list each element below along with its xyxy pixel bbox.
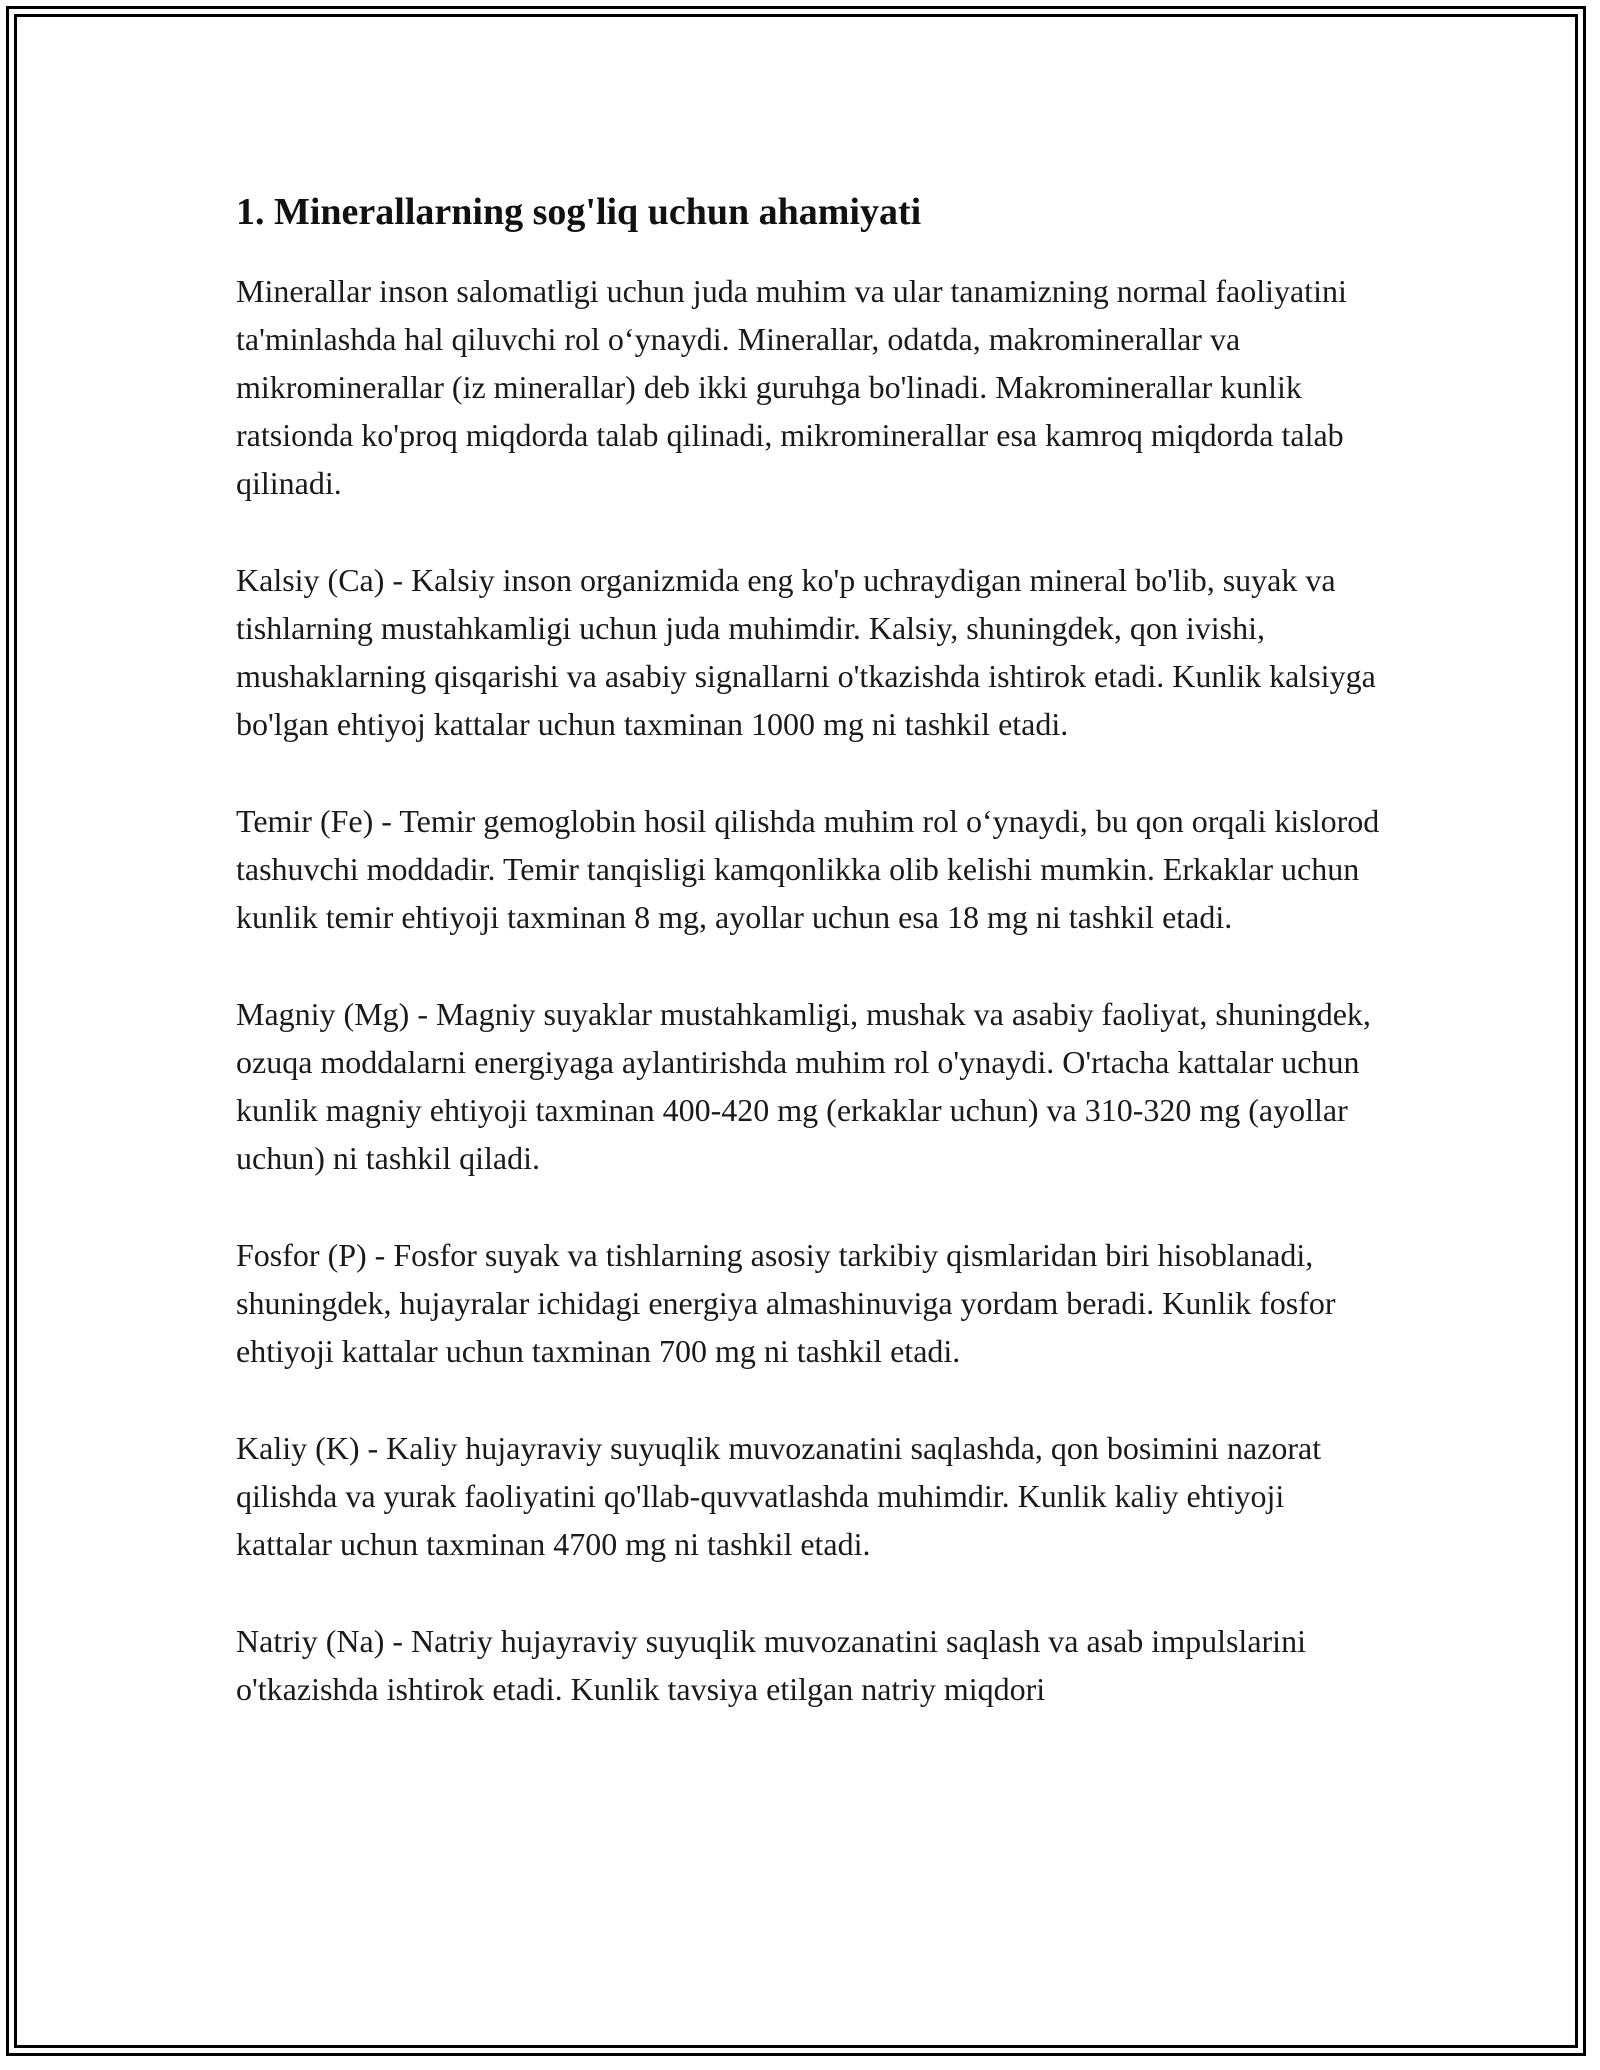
section-heading: 1. Minerallarning sog'liq uchun ahamiyati	[236, 191, 922, 233]
paragraph-intro: Minerallar inson salomatligi uchun juda muhim va ular tanamizning normal faoliyatini ta'minlashda hal qiluvchi rol o‘ynaydi. Minerallar, odatda, makrominerallar va mikrominerallar (iz minerallar) deb ikki guruhga bo'linadi. Makrominerallar kunlik ratsionda ko'proq miqdorda talab qilinadi, mikrominerallar esa kamroq miqdorda talab qilinadi.	[236, 273, 1347, 501]
paragraph-magnesium: Magniy (Mg) - Magniy suyaklar mustahkamligi, mushak va asabiy faoliyat, shuningdek, ozuqa moddalarni energiyaga aylantirishda muhim rol o'ynaydi. O'rtacha kattalar uchun kunlik magniy ehtiyoji taxminan 400-420 mg (erkaklar uchun) va 310-320 mg (ayollar uchun) ni tashkil qiladi.	[236, 996, 1371, 1176]
paragraph-potassium: Kaliy (K) - Kaliy hujayraviy suyuqlik muvozanatini saqlashda, qon bosimini nazorat qilishda va yurak faoliyatini qo'llab-quvvatlashda muhimdir. Kunlik kaliy ehtiyoji kattalar uchun taxminan 4700 mg ni tashkil etadi.	[236, 1430, 1322, 1562]
paragraph-sodium: Natriy (Na) - Natriy hujayraviy suyuqlik muvozanatini saqlash va asab impulslarini o'tkazishda ishtirok etadi. Kunlik tavsiya etilgan natriy miqdori	[236, 1623, 1306, 1707]
paragraph-iron: Temir (Fe) - Temir gemoglobin hosil qilishda muhim rol o‘ynaydi, bu qon orqali kislorod tashuvchi moddadir. Temir tanqisligi kamqonlikka olib kelishi mumkin. Erkaklar uchun kunlik temir ehtiyoji taxminan 8 mg, ayollar uchun esa 18 mg ni tashkil etadi.	[236, 803, 1380, 935]
document-body	[236, 188, 1386, 1762]
paragraph-calcium: Kalsiy (Ca) - Kalsiy inson organizmida eng ko'p uchraydigan mineral bo'lib, suyak va tishlarning mustahkamligi uchun juda muhimdir. Kalsiy, shuningdek, qon ivishi, mushaklarning qisqarishi va asabiy signallarni o'tkazishda ishtirok etadi. Kunlik kalsiyga bo'lgan ehtiyoj kattalar uchun taxminan 1000 mg ni tashkil etadi.	[236, 562, 1376, 742]
paragraph-phosphorus: Fosfor (P) - Fosfor suyak va tishlarning asosiy tarkibiy qismlaridan biri hisoblanadi, shuningdek, hujayralar ichidagi energiya almashinuviga yordam beradi. Kunlik fosfor ehtiyoji kattalar uchun taxminan 700 mg ni tashkil etadi.	[236, 1237, 1336, 1369]
